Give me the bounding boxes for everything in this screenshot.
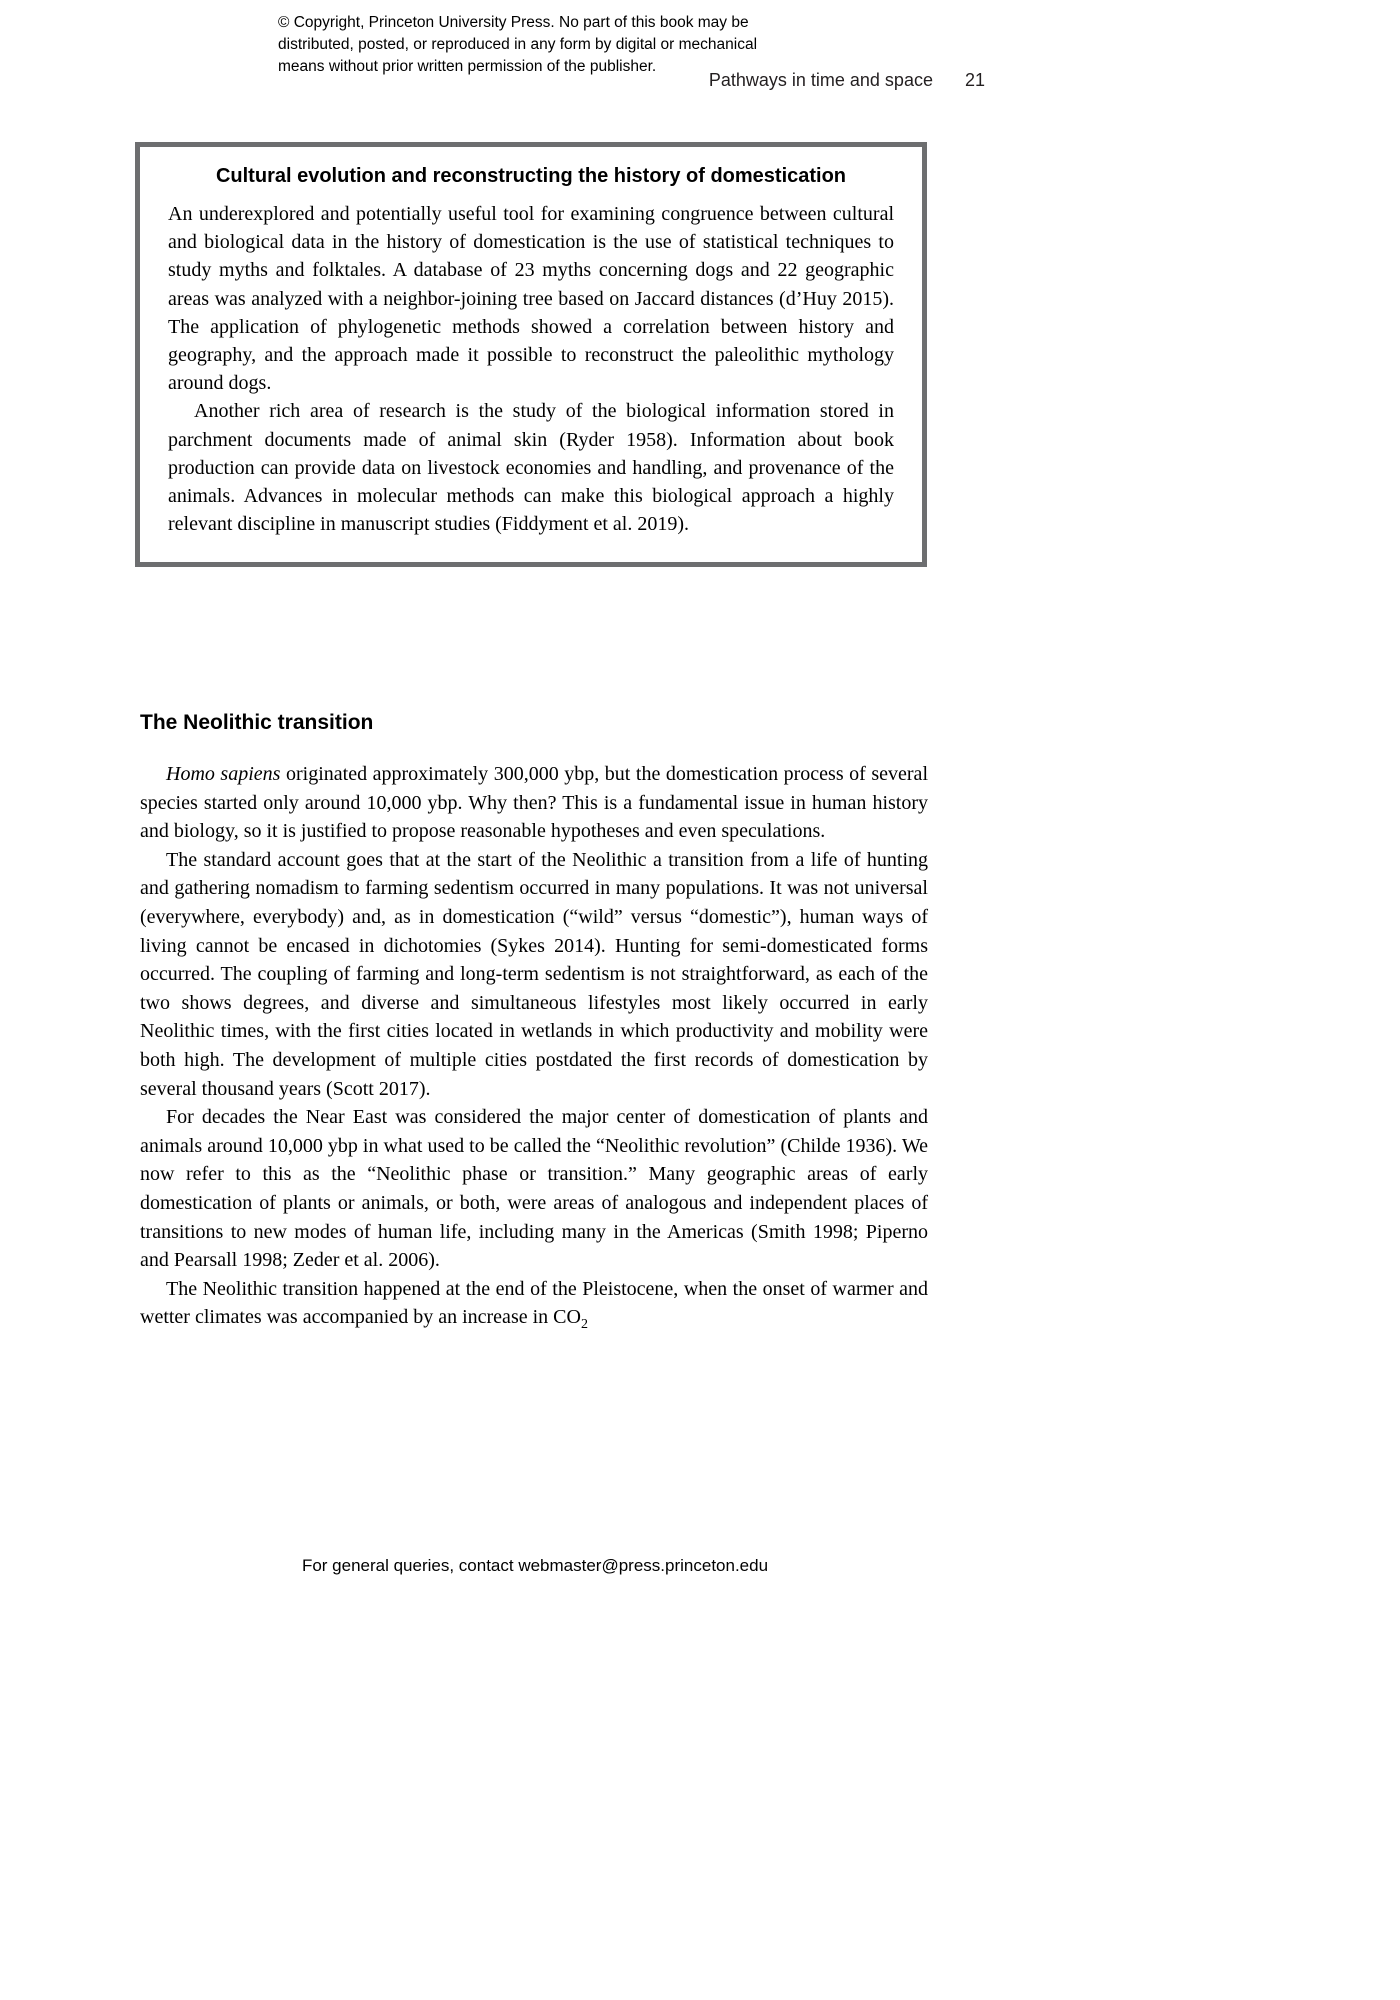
running-head-title: Pathways in time and space: [708, 70, 933, 90]
species-name-italic: Homo sapiens: [166, 763, 281, 785]
body-paragraph-4: [140, 1275, 928, 1332]
footer-queries-line: For general queries, contact webmaster@press.princeton.edu: [301, 1556, 769, 1575]
co2-subscript: 2: [580, 1317, 588, 1333]
body-paragraph-3: For decades the Near East was considered the major center of domestication of plants and animals around 10,000 ybp in what used to be called the “Neolithic revolution” (Childe 1936). We now refer to this as the “Neolithic phase or transition.” Many geographic areas of early domestication of plants or animals, or both, were areas of analogous and independent places of transitions to new modes of human life, including many in the Americas (Smith 1998; Piperno and Pearsall 1998; Zeder et al. 2006).: [140, 1106, 928, 1272]
copyright-line-1: © Copyright, Princeton University Press. No part of this book may be: [278, 14, 749, 31]
box-paragraph-2: Another rich area of research is the study of the biological information stored in parchment documents made of animal skin (Ryder 1958). Information about book production can provide data on livestock economies and handling, and provenance of the animals. Advances in molecular methods can make this biological approach a highly relevant discipline in manuscript studies (Fiddyment et al. 2019).: [168, 400, 894, 536]
copyright-notice: [278, 12, 757, 78]
body-paragraph-1: [140, 760, 928, 846]
body-paragraph-4-text: The Neolithic transition happened at the end of the Pleistocene, when the onset of warmer and wetter climates was accompanied by an increase in CO: [140, 1277, 928, 1329]
box-paragraph-1: An underexplored and potentially useful tool for examining congruence between cultural and biological data in the history of domestication is the use of statistical techniques to study myths and folktales. A database of 23 myths concerning dogs and 22 geographic areas was analyzed with a neighbor-joining tree based on Jaccard distances (d’Huy 2015). The application of phylogenetic methods showed a correlation between history and geography, and the approach made it possible to reconstruct the paleolithic mythology around dogs.: [168, 203, 894, 395]
section-body: [140, 710, 928, 1332]
copyright-line-3: means without prior written permission of the publisher.: [278, 58, 657, 75]
callout-box: [135, 142, 927, 567]
section-heading: The Neolithic transition: [140, 711, 374, 734]
running-header: [140, 70, 985, 91]
copyright-line-2: distributed, posted, or reproduced in any form by digital or mechanical: [278, 36, 758, 53]
body-paragraph-2: The standard account goes that at the start of the Neolithic a transition from a life of hunting and gathering nomadism to farming sedentism occurred in many populations. It was not universal (everywhere, everybody) and, as in domestication (“wild” versus “domestic”), human ways of living cannot be encased in dichotomies (Sykes 2014). Hunting for semi-domesticated forms occurred. The coupling of farming and long-term sedentism is not straightforward, as each of the two shows degrees, and diverse and simultaneous lifestyles most likely occurred in early Neolithic times, with the first cities located in wetlands in which productivity and mobility were both high. The development of multiple cities postdated the first records of domestication by several thousand years (Scott 2017).: [140, 848, 928, 1100]
body-paragraph-1-text: originated approximately 300,000 ybp, but the domestication process of several species started only around 10,000 ybp. Why then? This is a fundamental issue in human history and biology, so it is justified to propose reasonable hypotheses and even speculations.: [140, 763, 928, 843]
page-number: 21: [964, 70, 985, 90]
callout-box-title: Cultural evolution and reconstructing the history of domestication: [215, 165, 847, 187]
